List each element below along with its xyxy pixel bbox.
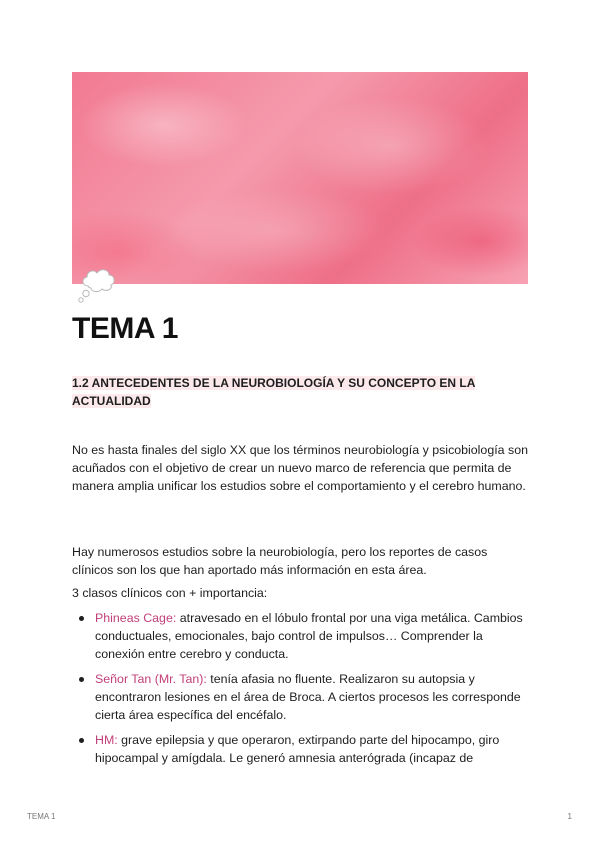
paragraph-cases-intro: 3 clasos clínicos con + importancia: xyxy=(72,586,268,600)
thought-balloon-icon xyxy=(74,264,118,304)
section-heading xyxy=(72,374,528,410)
paragraph-studies: Hay numerosos estudios sobre la neurobiología, pero los reportes de casos clínicos son los que han aportado más información en esta área. xyxy=(72,545,488,577)
bullet-icon xyxy=(79,616,84,621)
page-title: TEMA 1 xyxy=(72,312,178,345)
case-description: grave epilepsia y que operaron, extirpando parte del hipocampo, giro hipocampal y amígdala. Le generó amnesia anterógrada (incapaz de xyxy=(95,733,500,765)
cover-image xyxy=(72,72,528,284)
bullet-icon xyxy=(79,738,84,743)
case-description: tenía afasia no fluente. Realizaron su autopsia y encontraron lesiones en el área de Broca. A ciertos procesos les corresponde cierta área específica del encéfalo. xyxy=(95,672,521,722)
case-name: Phineas Cage: xyxy=(95,611,177,625)
list-item xyxy=(72,609,528,663)
case-name: Señor Tan (Mr. Tan): xyxy=(95,672,207,686)
section-heading-text: 1.2 ANTECEDENTES DE LA NEUROBIOLOGÍA Y SU CONCEPTO EN LA ACTUALIDAD xyxy=(72,376,476,408)
bullet-icon xyxy=(79,677,84,682)
clinical-cases-list xyxy=(72,609,528,774)
paragraph-intro: No es hasta finales del siglo XX que los términos neurobiología y psicobiología son acuñados con el objetivo de crear un nuevo marco de referencia que permita de manera amplia unificar los estudios sobre el comportamiento y el cerebro humano. xyxy=(72,443,528,493)
case-name: HM: xyxy=(95,733,118,747)
footer-title: TEMA 1 xyxy=(27,812,56,821)
list-item xyxy=(72,670,528,724)
list-item xyxy=(72,731,528,767)
page-number: 1 xyxy=(567,812,572,821)
case-description: atravesado en el lóbulo frontal por una viga metálica. Cambios conductuales, emocionales, bajo control de impulsos… Comprender la conexión entre cerebro y conducta. xyxy=(95,611,523,661)
